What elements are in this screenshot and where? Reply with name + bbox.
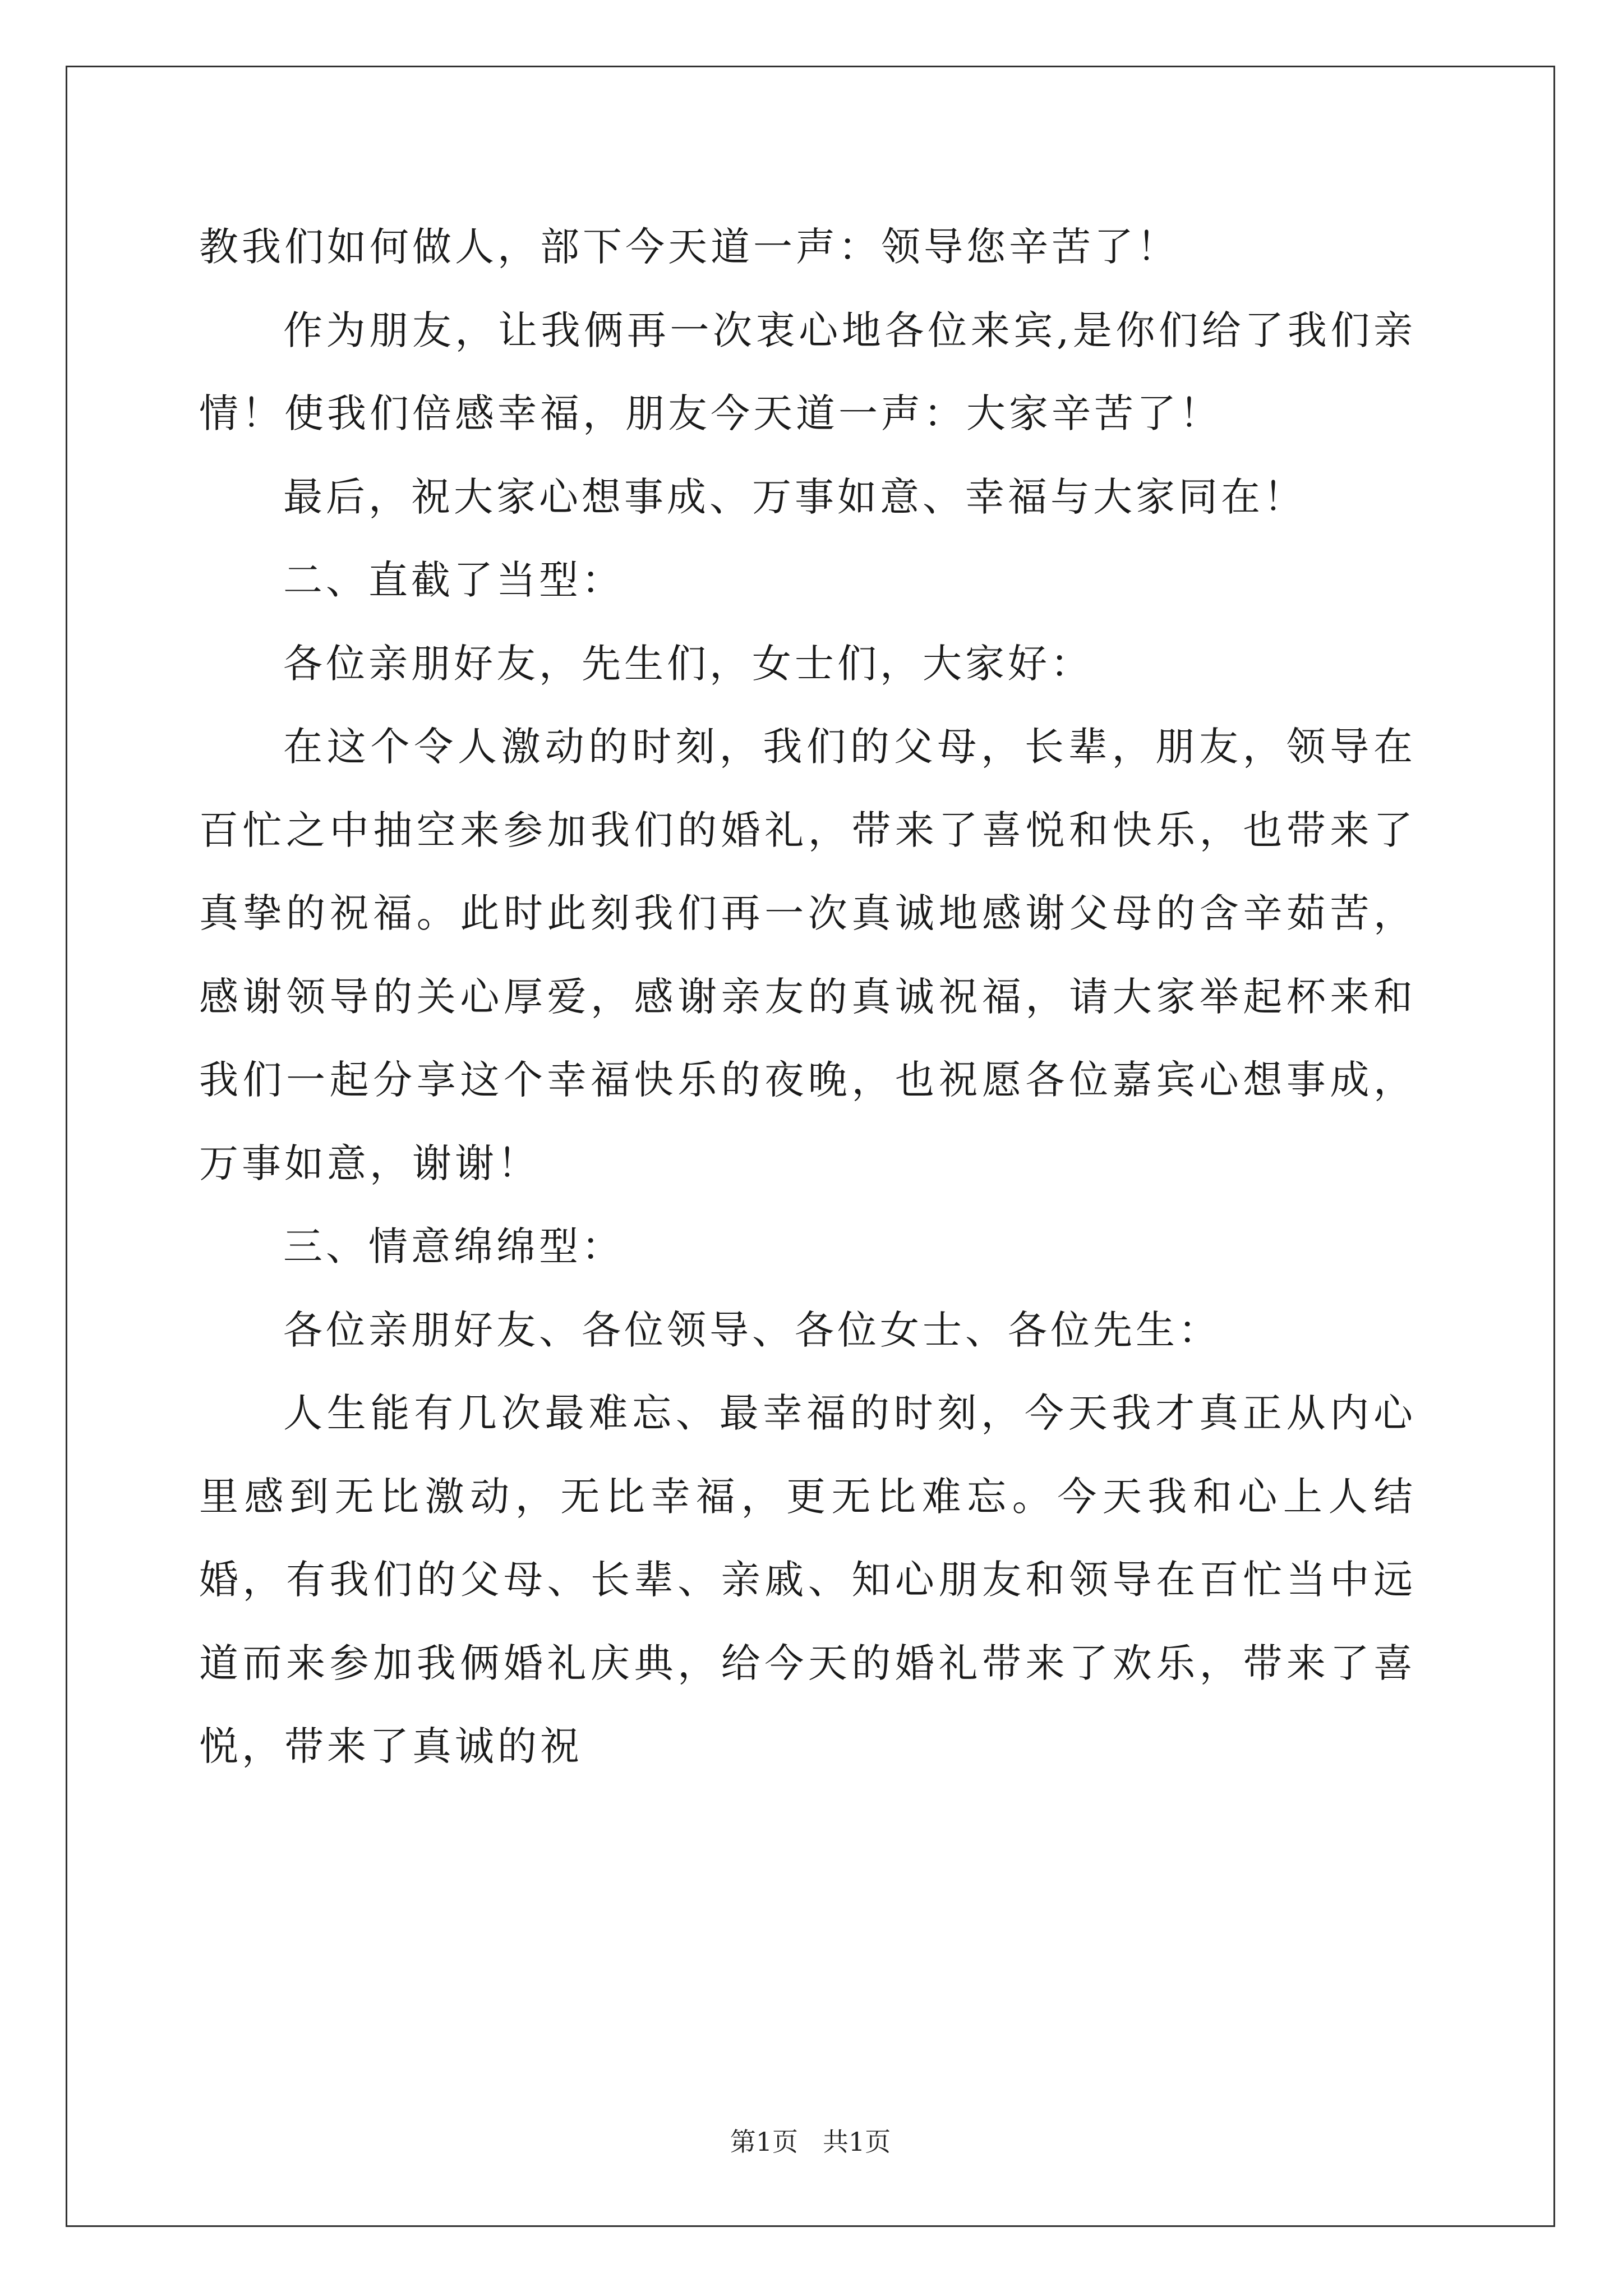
paragraph: 人生能有几次最难忘、最幸福的时刻，今天我才真正从内心里感到无比激动，无比幸福，更无比难忘。今天我和心上人结婚，有我们的父母、长辈、亲戚、知心朋友和领导在百忙当中远道而来参加我俩婚礼庆典，给今天的婚礼带来了欢乐，带来了喜悦，带来了真诚的祝 (199, 1390, 1416, 1769)
paragraph: 各位亲朋好友，先生们，女士们，大家好： (283, 640, 1093, 687)
paragraph: 最后，祝大家心想事成、万事如意、幸福与大家同在！ (283, 473, 1306, 520)
page-number: 第1页 (730, 2127, 799, 2157)
paragraph: 教我们如何做人，部下今天道一声：领导您辛苦了！ (199, 224, 1179, 270)
paragraph: 各位亲朋好友、各位领导、各位女士、各位先生： (283, 1306, 1221, 1353)
section-heading: 三、情意绵绵型： (283, 1223, 624, 1269)
page-total: 共1页 (822, 2127, 891, 2157)
document-body (199, 205, 1416, 1788)
paragraph: 在这个令人激动的时刻，我们的父母，长辈，朋友，领导在百忙之中抽空来参加我们的婚礼，带来了喜悦和快乐，也带来了真挚的祝福。此时此刻我们再一次真诚地感谢父母的含辛茹苦，感谢领导的关心厚爱，感谢亲友的真诚祝福，请大家举起杯来和我们一起分享这个幸福快乐的夜晚，也祝愿各位嘉宾心想事成，万事如意，谢谢！ (199, 724, 1416, 1186)
section-heading: 二、直截了当型： (283, 557, 624, 603)
page-footer (66, 2125, 1555, 2159)
paragraph: 作为朋友，让我俩再一次衷心地各位来宾,是你们给了我们亲情！使我们倍感幸福，朋友今天道一声：大家辛苦了！ (199, 307, 1416, 436)
